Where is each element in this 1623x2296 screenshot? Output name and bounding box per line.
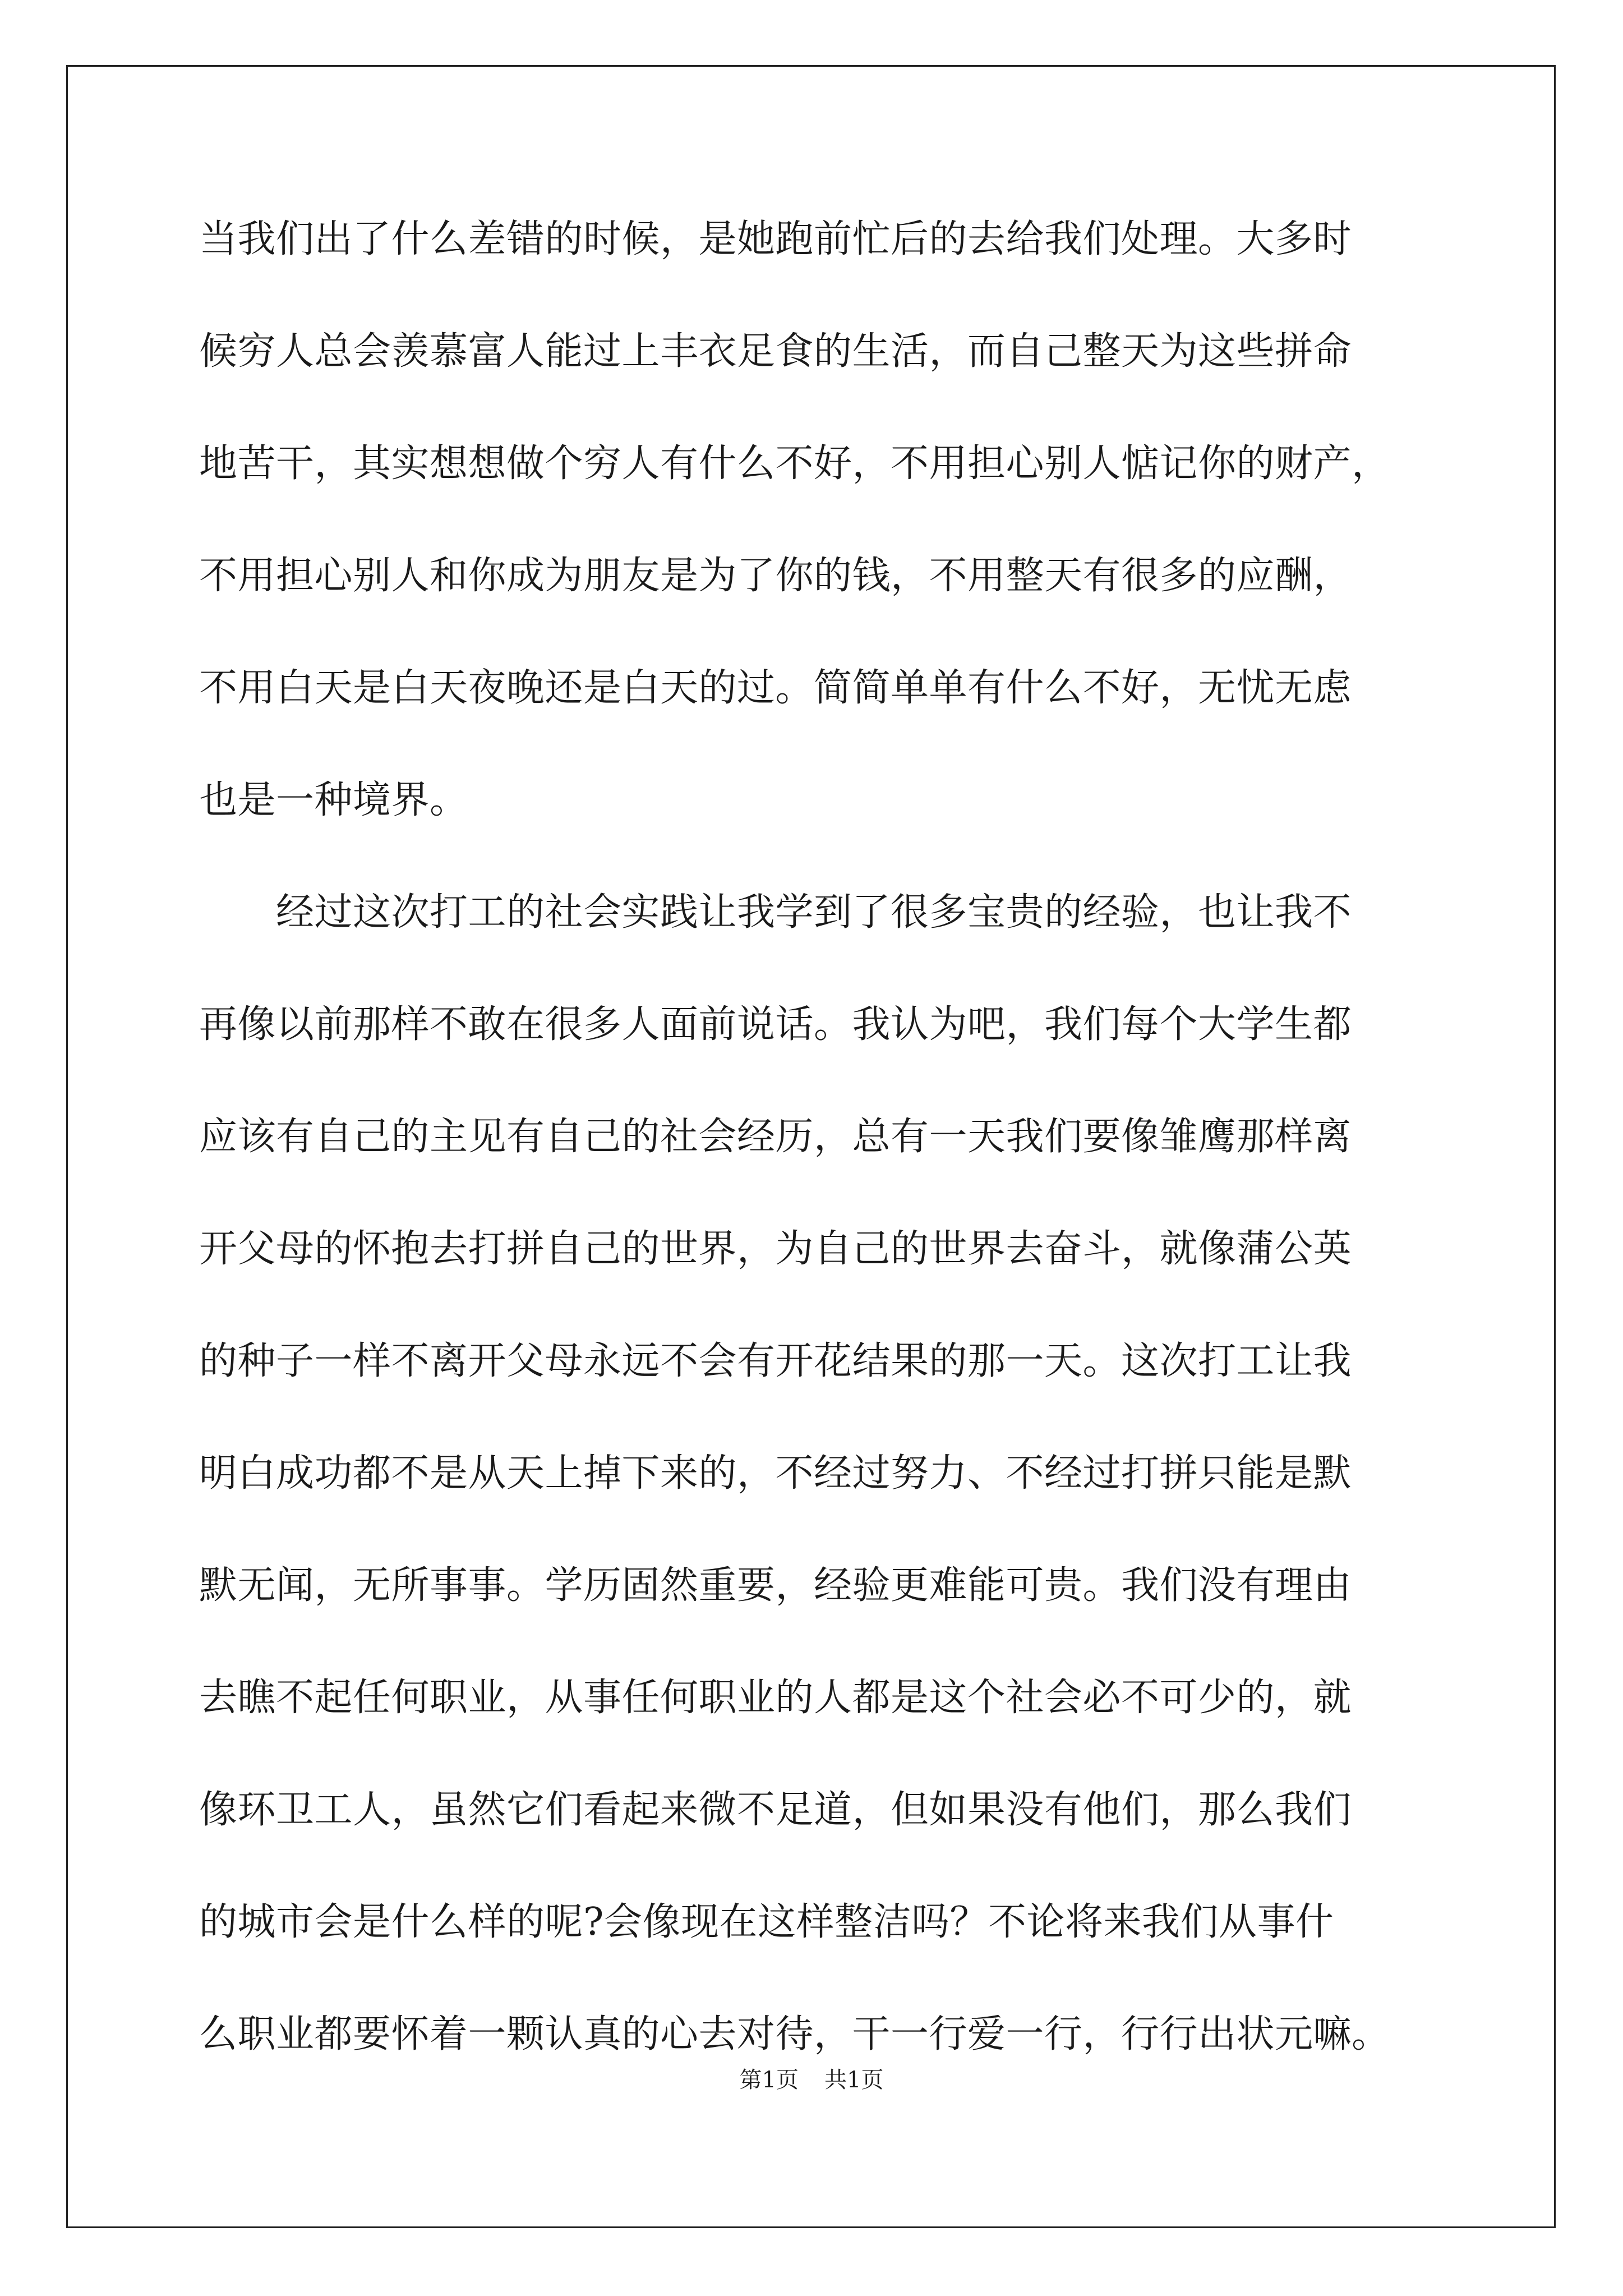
- text-line: 开父母的怀抱去打拼自己的世界，为自己的世界去奋斗，就像蒲公英: [199, 1227, 1352, 1271]
- text-line: 不用白天是白天夜晚还是白天的过。简简单单有什么不好，无忧无虑: [199, 666, 1352, 710]
- text-line: 不用担心别人和你成为朋友是为了你的钱，不用整天有很多的应酬，: [199, 554, 1352, 598]
- text-line: 像环卫工人，虽然它们看起来微不足道，但如果没有他们，那么我们: [199, 1788, 1352, 1832]
- text-line: 经过这次打工的社会实践让我学到了很多宝贵的经验，也让我不: [199, 890, 1352, 935]
- text-line: 明白成功都不是从天上掉下来的，不经过努力、不经过打拼只能是默: [199, 1451, 1352, 1496]
- text-line: 么职业都要怀着一颗认真的心去对待，干一行爱一行，行行出状元嘛。: [199, 2012, 1390, 2056]
- text-line: 当我们出了什么差错的时候，是她跑前忙后的去给我们处理。大多时: [199, 217, 1352, 261]
- document-body: [199, 214, 1444, 2122]
- page-number: 第1页: [739, 2067, 799, 2093]
- text-line: 默无闻，无所事事。学历固然重要，经验更难能可贵。我们没有理由: [199, 1563, 1352, 1608]
- text-line: 也是一种境界。: [199, 778, 468, 822]
- page-footer: [0, 2066, 1623, 2094]
- text-line: 应该有自己的主见有自己的社会经历，总有一天我们要像雏鹰那样离: [199, 1115, 1352, 1159]
- text-line: 候穷人总会羡慕富人能过上丰衣足食的生活，而自己整天为这些拼命: [199, 329, 1352, 374]
- text-line: 再像以前那样不敢在很多人面前说话。我认为吧，我们每个大学生都: [199, 1002, 1352, 1047]
- text-line: 地苦干，其实想想做个穷人有什么不好，不用担心别人惦记你的财产，: [199, 441, 1390, 486]
- page-count: 共1页: [824, 2067, 884, 2093]
- text-line: 的城市会是什么样的呢?会像现在这样整洁吗？不论将来我们从事什: [199, 1900, 1334, 1944]
- text-line: 去瞧不起任何职业，从事任何职业的人都是这个社会必不可少的，就: [199, 1676, 1352, 1720]
- text-line: 的种子一样不离开父母永远不会有开花结果的那一天。这次打工让我: [199, 1339, 1352, 1383]
